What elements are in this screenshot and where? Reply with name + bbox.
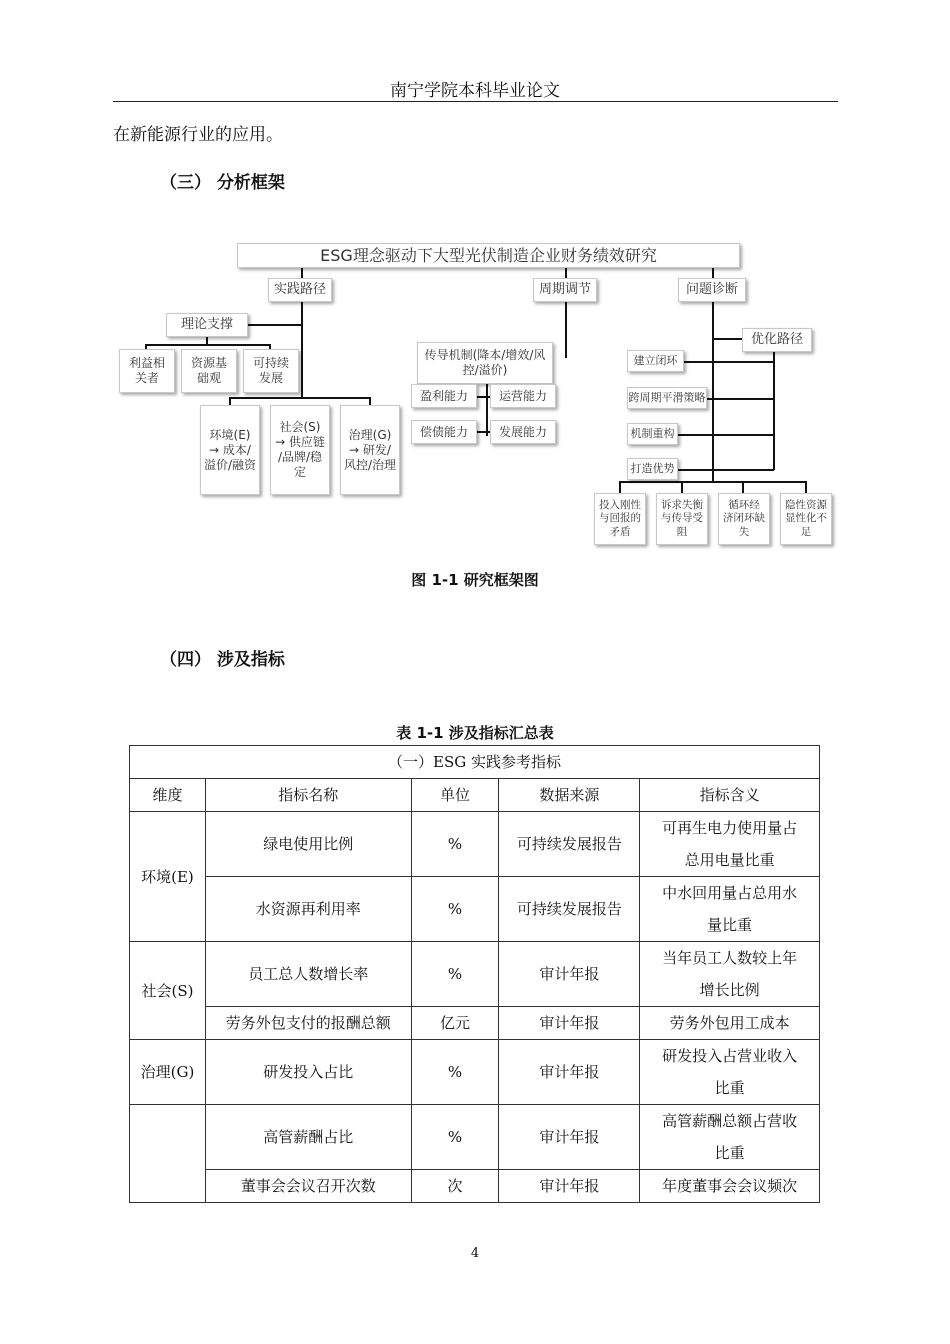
node-theory-resource: 资源基 础观 bbox=[181, 349, 237, 393]
name-cell: 高管薪酬占比 bbox=[205, 1105, 411, 1170]
meaning-cell: 年度董事会会议频次 bbox=[640, 1170, 820, 1203]
node-problem-4: 隐性资源 显性化不 足 bbox=[780, 493, 832, 545]
unit-cell: % bbox=[411, 1040, 499, 1105]
diagram-title: ESG理念驱动下大型光伏制造企业财务绩效研究 bbox=[237, 243, 740, 268]
node-theory: 理论支撑 bbox=[166, 313, 248, 337]
node-theory-sustainable: 可持续 发展 bbox=[243, 349, 299, 393]
indicator-table bbox=[129, 745, 820, 1203]
node-problem-diagnosis: 问题诊断 bbox=[678, 278, 746, 302]
node-optimize-path: 优化路径 bbox=[742, 328, 812, 352]
source-cell: 审计年报 bbox=[499, 1007, 640, 1040]
node-smoothing: 跨周期平滑策略 bbox=[627, 387, 707, 409]
table-row bbox=[130, 942, 820, 1007]
node-solvency: 偿债能力 bbox=[411, 420, 477, 444]
table-row bbox=[130, 812, 820, 877]
source-cell: 审计年报 bbox=[499, 942, 640, 1007]
table-row bbox=[130, 877, 820, 942]
node-profitability: 盈利能力 bbox=[411, 384, 477, 408]
node-practice-path: 实践路径 bbox=[268, 278, 332, 302]
name-cell: 水资源再利用率 bbox=[205, 877, 411, 942]
unit-cell: % bbox=[411, 1105, 499, 1170]
table-section-header: （一）ESG 实践参考指标 bbox=[130, 746, 820, 779]
node-environment: 环境(E) → 成本/ 溢价/融资 bbox=[200, 405, 260, 495]
figure-caption: 图 1-1 研究框架图 bbox=[411, 571, 539, 589]
meaning-cell: 高管薪酬总额占营收 比重 bbox=[640, 1105, 820, 1170]
unit-cell: % bbox=[411, 942, 499, 1007]
source-cell: 可持续发展报告 bbox=[499, 877, 640, 942]
framework-diagram bbox=[0, 0, 950, 560]
col-header: 指标含义 bbox=[640, 779, 820, 812]
node-development: 发展能力 bbox=[490, 420, 556, 444]
source-cell: 审计年报 bbox=[499, 1170, 640, 1203]
unit-cell: % bbox=[411, 877, 499, 942]
section-heading-3: （三） 分析框架 bbox=[160, 173, 285, 193]
meaning-cell: 当年员工人数较上年 增长比例 bbox=[640, 942, 820, 1007]
node-problem-1: 投入刚性 与回报的 矛盾 bbox=[594, 493, 646, 545]
dim-cell: 环境(E) bbox=[130, 812, 206, 942]
dim-cell: 社会(S) bbox=[130, 942, 206, 1040]
source-cell: 审计年报 bbox=[499, 1040, 640, 1105]
col-header: 单位 bbox=[411, 779, 499, 812]
section-heading-4: （四） 涉及指标 bbox=[160, 650, 285, 670]
name-cell: 绿电使用比例 bbox=[205, 812, 411, 877]
unit-cell: % bbox=[411, 812, 499, 877]
unit-cell: 次 bbox=[411, 1170, 499, 1203]
table-header-row bbox=[130, 779, 820, 812]
node-mechanism-rebuild: 机制重构 bbox=[627, 423, 678, 445]
dim-cell: 治理(G) bbox=[130, 1040, 206, 1105]
col-header: 数据来源 bbox=[499, 779, 640, 812]
node-theory-stakeholder: 利益相 关者 bbox=[119, 349, 175, 393]
continued-paragraph: 在新能源行业的应用。 bbox=[113, 125, 283, 145]
table-caption: 表 1-1 涉及指标汇总表 bbox=[396, 724, 554, 742]
node-advantage: 打造优势 bbox=[627, 458, 678, 480]
node-governance: 治理(G) → 研发/ 风控/治理 bbox=[340, 405, 400, 495]
page-number: 4 bbox=[470, 1246, 480, 1261]
meaning-cell: 劳务外包用工成本 bbox=[640, 1007, 820, 1040]
node-problem-2: 诉求失衡 与传导受 阻 bbox=[656, 493, 708, 545]
source-cell: 可持续发展报告 bbox=[499, 812, 640, 877]
col-header: 维度 bbox=[130, 779, 206, 812]
node-social: 社会(S) → 供应链 /品牌/稳 定 bbox=[270, 405, 330, 495]
name-cell: 研发投入占比 bbox=[205, 1040, 411, 1105]
name-cell: 劳务外包支付的报酬总额 bbox=[205, 1007, 411, 1040]
name-cell: 员工总人数增长率 bbox=[205, 942, 411, 1007]
unit-cell: 亿元 bbox=[411, 1007, 499, 1040]
table-row bbox=[130, 1007, 820, 1040]
dim-cell bbox=[130, 1105, 206, 1203]
col-header: 指标名称 bbox=[205, 779, 411, 812]
node-operation: 运营能力 bbox=[490, 384, 556, 408]
node-cycle-adjust: 周期调节 bbox=[533, 278, 597, 302]
table-row bbox=[130, 1170, 820, 1203]
table-section-row bbox=[130, 746, 820, 779]
node-closed-loop: 建立闭环 bbox=[627, 350, 684, 372]
name-cell: 董事会会议召开次数 bbox=[205, 1170, 411, 1203]
meaning-cell: 研发投入占营业收入 比重 bbox=[640, 1040, 820, 1105]
node-problem-3: 循环经 济闭环缺 失 bbox=[718, 493, 770, 545]
table-row bbox=[130, 1040, 820, 1105]
page-header: 南宁学院本科毕业论文 bbox=[390, 81, 560, 101]
source-cell: 审计年报 bbox=[499, 1105, 640, 1170]
meaning-cell: 可再生电力使用量占 总用电量比重 bbox=[640, 812, 820, 877]
meaning-cell: 中水回用量占总用水 量比重 bbox=[640, 877, 820, 942]
table-row bbox=[130, 1105, 820, 1170]
node-mechanism: 传导机制(降本/增效/风 控/溢价) bbox=[417, 342, 553, 384]
